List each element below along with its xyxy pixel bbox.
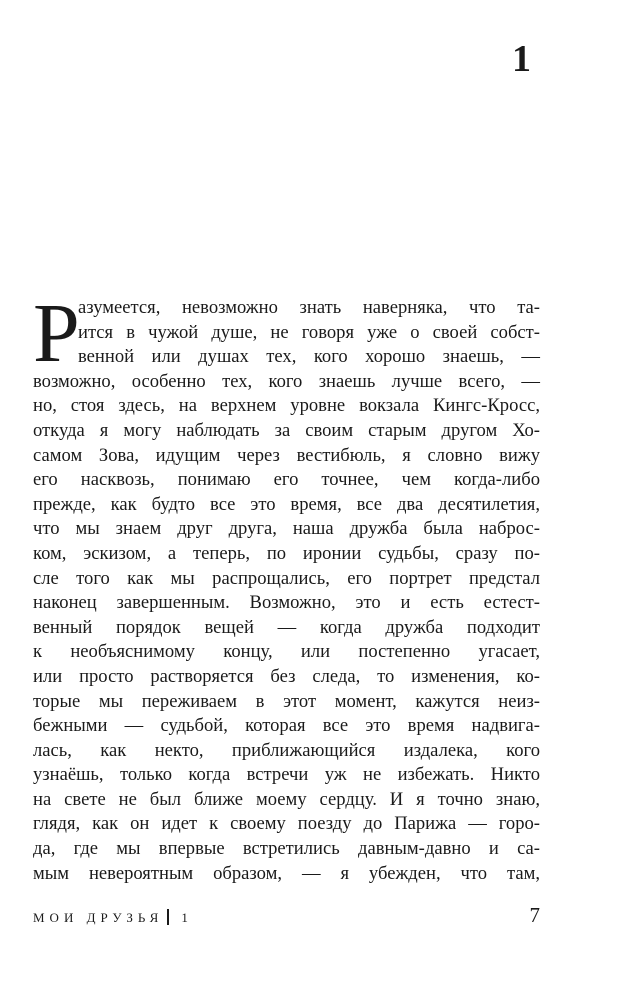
footer-chapter: 1 [181, 910, 193, 925]
text-line: да, где мы впервые встретились давным-давно и са- [33, 838, 540, 860]
text-line: откуда я могу наблюдать за своим старым другом Хо- [33, 419, 540, 441]
text-line: лась, как некто, приближающийся издалека, кого [33, 739, 540, 761]
text-line: торые мы переживаем в этот момент, кажутся неиз- [33, 690, 540, 712]
text-line: ится в чужой душе, не говоря уже о своей собст- [78, 321, 540, 343]
running-title: МОИ ДРУЗЬЯ [33, 910, 164, 925]
text-line: венный порядок вещей — когда дружба подходит [33, 616, 540, 638]
page-footer [33, 903, 540, 929]
text-line: возможно, особенно тех, кого знаешь лучше всего, — [33, 370, 540, 392]
text-line: что мы знаем друг друга, наша дружба была наброс- [33, 518, 540, 540]
text-line: узнаёшь, только когда встречи уж не избежать. Никто [33, 764, 540, 786]
chapter-number: 1 [512, 38, 531, 80]
text-line: самом Зова, идущим через вестибюль, я словно вижу [33, 444, 540, 466]
text-line: бежными — судьбой, которая все это время надвига- [33, 715, 540, 737]
text-line: его насквозь, понимаю его точнее, чем когда-либо [33, 469, 540, 491]
text-line: сле того как мы распрощались, его портрет предстал [33, 567, 540, 589]
text-line: наконец завершенным. Возможно, это и есть естест- [33, 592, 540, 614]
drop-cap: Р [33, 287, 80, 380]
body-text [33, 287, 540, 886]
text-line: прежде, как будто все это время, все два десятилетия, [33, 493, 540, 515]
text-line: ком, эскизом, а теперь, по иронии судьбы, сразу по- [33, 542, 540, 564]
text-line: мым невероятным образом, — я убежден, что там, [33, 862, 540, 884]
text-line: или просто растворяется без следа, то изменения, ко- [33, 665, 540, 687]
text-line: но, стоя здесь, на верхнем уровне вокзала Кингс-Кросс, [33, 395, 540, 417]
separator [167, 909, 169, 925]
running-header [33, 909, 193, 926]
text-line: на свете не был ближе моему сердцу. И я точно знаю, [33, 788, 540, 810]
page-number: 7 [529, 903, 540, 927]
text-line: к необъяснимому концу, или постепенно угасает, [33, 641, 540, 663]
text-line: азумеется, невозможно знать наверняка, что та- [78, 297, 540, 318]
text-line: венной или душах тех, кого хорошо знаешь, — [78, 346, 540, 368]
text-line: глядя, как он идет к своему поезду до Парижа — горо- [33, 813, 540, 835]
